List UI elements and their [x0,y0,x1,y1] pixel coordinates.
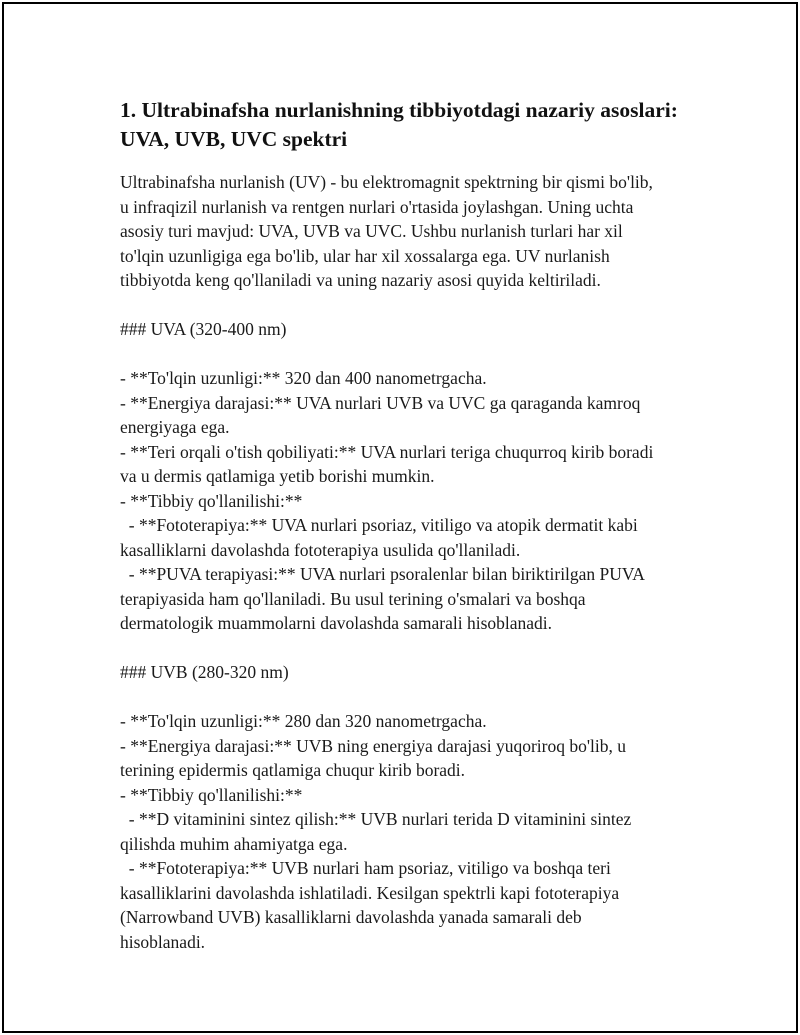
text-line: - **PUVA terapiyasi:** UVA nurlari psoralenlar bilan biriktirilgan PUVA [120,564,645,584]
text-line: - **Teri orqali o'tish qobiliyati:** UVA nurlari teriga chuqurroq kirib boradi [120,441,654,462]
page-frame [2,2,798,1033]
text-line: - **Tibbiy qo'llanilishi:** [120,490,303,511]
section-heading [120,96,710,154]
paragraph-gap [120,342,710,367]
text-line: u infraqizil nurlanish va rentgen nurlari o'rtasida joylashgan. Uning uchta [120,196,634,217]
uvb-title: ### UVB (280-320 nm) [120,662,289,682]
text-line: dermatologik muammolarni davolashda samarali hisoblanadi. [120,613,553,633]
text-line: terapiyasida ham qo'llaniladi. Bu usul terining o'smalari va boshqa [120,588,586,609]
text-line: va u dermis qatlamiga yetib borishi mumkin. [120,466,435,486]
text-line: kasalliklarni davolashda fototerapiya usulida qo'llaniladi. [120,539,521,560]
uva-title: ### UVA (320-400 nm) [120,319,287,339]
text-line: - **Fototerapiya:** UVB nurlari ham psoriaz, vitiligo va boshqa teri [120,858,611,878]
paragraph-gap [120,293,710,318]
document-body [120,96,710,954]
text-line: asosiy turi mavjud: UVA, UVB va UVC. Ushbu nurlanish turlari har xil [120,221,623,241]
text-line: (Narrowband UVB) kasalliklarni davolashda yanada samarali deb [120,907,582,927]
uvb-section [120,660,710,954]
paragraph-gap [120,636,710,661]
text-line: tibbiyotda keng qo'llaniladi va uning nazariy asosi quyida keltiriladi. [120,270,601,290]
text-line: - **To'lqin uzunligi:** 280 dan 320 nanometrgacha. [120,711,487,731]
text-line: qilishda muhim ahamiyatga ega. [120,833,348,854]
heading-line: 1. Ultrabinafsha nurlanishning tibbiyotdagi nazariy asoslari: [120,98,678,122]
text-line: Ultrabinafsha nurlanish (UV) - bu elektromagnit spektrning bir qismi bo'lib, [120,172,653,192]
text-line: - **To'lqin uzunligi:** 320 dan 400 nanometrgacha. [120,368,487,388]
text-line: - **Energiya darajasi:** UVB ning energiya darajasi yuqoriroq bo'lib, u [120,735,626,756]
text-line: - **Energiya darajasi:** UVA nurlari UVB va UVC ga qaraganda kamroq [120,392,641,413]
text-line: terining epidermis qatlamiga chuqur kirib boradi. [120,760,466,780]
intro-paragraph [120,170,710,293]
text-line: - **Tibbiy qo'llanilishi:** [120,784,303,805]
text-line: to'lqin uzunligiga ega bo'lib, ular har xil xossalarga ega. UV nurlanish [120,245,610,266]
text-line: - **D vitaminini sintez qilish:** UVB nurlari terida D vitaminini sintez [120,809,632,829]
heading-line: UVA, UVB, UVC spektri [120,127,348,151]
paragraph-gap [120,685,710,710]
text-line: hisoblanadi. [120,931,206,952]
text-line: energiyaga ega. [120,417,230,437]
uva-section [120,317,710,636]
text-line: - **Fototerapiya:** UVA nurlari psoriaz, vitiligo va atopik dermatit kabi [120,515,638,535]
text-line: kasalliklarini davolashda ishlatiladi. Kesilgan spektrli kapi fototerapiya [120,882,620,903]
